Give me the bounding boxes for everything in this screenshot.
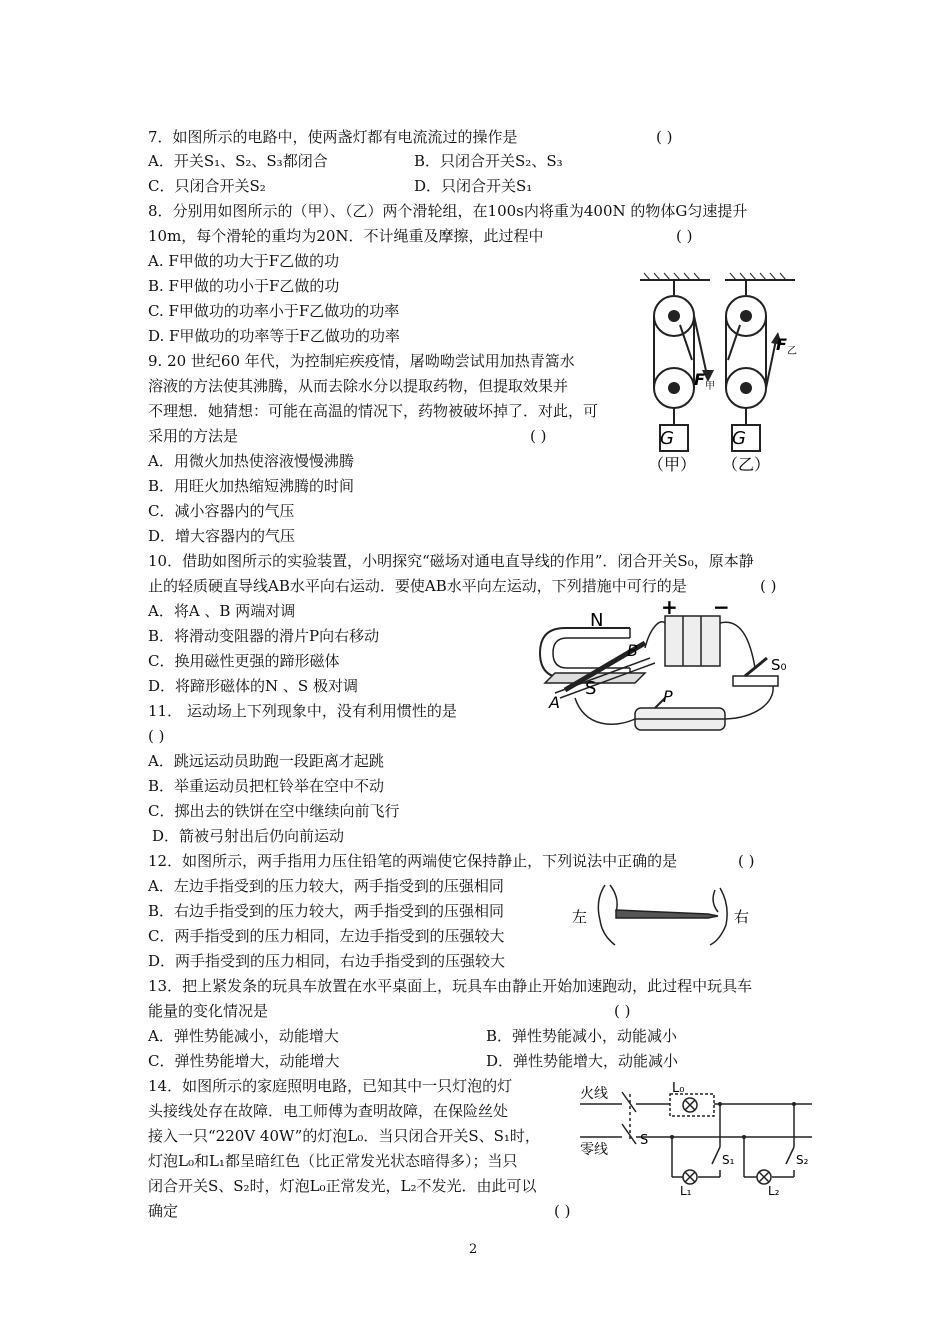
- q8-option-c: C. F甲做功的功率小于F乙做功的功率: [148, 302, 400, 320]
- left-label: 左: [572, 908, 588, 926]
- q13-option-a: A．弹性势能减小，动能增大: [148, 1027, 339, 1045]
- rod-b-label: B: [627, 641, 638, 660]
- q14-stem-line3: 接入一只“220V 40W”的灯泡L₀．当只闭合开关S、S₁时，: [148, 1127, 540, 1145]
- q7-option-c: C．只闭合开关S₂: [148, 177, 266, 195]
- wire-3: [575, 698, 635, 724]
- main-switch-blade-1: [622, 1092, 636, 1112]
- q12-stem: 12．如图所示，两手指用力压住铅笔的两端使它保持静止，下列说法中正确的是: [148, 852, 678, 870]
- q10-option-a: A．将A 、B 两端对调: [148, 602, 296, 620]
- q8-stem-line1: 8．分别用如图所示的（甲）、（乙）两个滑轮组，在100s内将重为400N 的物体G匀速提升: [148, 202, 748, 220]
- q9-stem-line3: 不理想．她猜想：可能在高温的情况下，药物被破坏掉了．对此，可: [148, 402, 599, 420]
- q12-option-b: B．右边手指受到的压力较大，两手指受到的压强相同: [148, 902, 505, 920]
- q9-stem-line1: 9. 20 世纪60 年代，为控制疟疾疫情，屠呦呦尝试用加热青篙水: [148, 352, 575, 370]
- q14-stem-line2: 头接线处存在故障．电工师傅为查明故障，在保险丝处: [148, 1102, 509, 1120]
- q9-stem-line2: 溶液的方法使其沸腾，从而去除水分以提取药物，但提取效果并: [148, 377, 569, 395]
- lamp-l2-label: L₂: [768, 1184, 780, 1197]
- q8-option-a: A. F甲做的功大于F乙做的功: [148, 252, 340, 270]
- q13-option-c: C．弹性势能增大，动能增大: [148, 1052, 340, 1070]
- q14-stem-line4: 灯泡L₀和L₁都呈暗红色（比正常发光状态暗得多）；当只: [148, 1152, 518, 1170]
- main-switch-blade-2: [622, 1124, 636, 1144]
- q8-stem-line2: 10m，每个滑轮的重均为20N．不计绳重及摩擦，此过程中: [148, 227, 544, 245]
- lamp-l0-label: L₀: [672, 1082, 685, 1096]
- force-label-right: F: [776, 335, 787, 354]
- q10-stem-line2: 止的轻质硬直导线AB水平向右运动．要使AB水平向左运动，下列措施中可行的是: [148, 577, 687, 595]
- live-wire-label: 火线: [580, 1086, 608, 1102]
- magnet-n-label: N: [590, 610, 604, 631]
- switch-s2: [786, 1147, 794, 1164]
- switch-s0-label: S₀: [771, 656, 787, 674]
- q7-option-b: B．只闭合开关S₂、S₃: [414, 152, 563, 170]
- q14-stem-line1: 14．如图所示的家庭照明电路，已知其中一只灯泡的灯: [148, 1077, 513, 1095]
- q10-stem-line1: 10．借助如图所示的实验装置，小明探究“磁场对通电直导线的作用”．闭合开关S₀，原本静: [148, 552, 754, 570]
- q10-option-b: B．将滑动变阻器的滑片P向右移动: [148, 627, 380, 645]
- q13-option-d: D．弹性势能增大，动能减小: [486, 1052, 679, 1070]
- q10-option-d: D．将蹄形磁体的N 、S 极对调: [148, 677, 358, 695]
- q7-option-a: A．开关S₁、S₂、S₃都闭合: [148, 152, 328, 170]
- q7-stem: 7．如图所示的电路中，使两盏灯都有电流流过的操作是: [148, 128, 518, 146]
- q7-option-d: D．只闭合开关S₁: [414, 177, 533, 195]
- q12-option-a: A．左边手指受到的压力较大，两手指受到的压强相同: [148, 877, 504, 895]
- magnet-s-label: S: [585, 678, 597, 699]
- q14-answer-paren: ( ): [554, 1202, 571, 1220]
- caption-left: （甲）: [648, 455, 697, 474]
- slider-p-label: P: [663, 687, 673, 706]
- q8-answer-paren: ( ): [676, 227, 693, 245]
- left-finger: [598, 885, 615, 945]
- page-number: 2: [469, 1242, 478, 1257]
- q11-option-a: A．跳远运动员助跑一段距离才起跳: [148, 752, 384, 770]
- q13-stem-line2: 能量的变化情况是: [148, 1002, 269, 1020]
- q13-option-b: B．弹性势能减小，动能减小: [486, 1027, 678, 1045]
- q9-stem-line4: 采用的方法是: [148, 427, 239, 445]
- rod-a-label: A: [549, 693, 560, 712]
- q7-answer-paren: ( ): [656, 128, 673, 146]
- switch-lever: [745, 658, 767, 676]
- lamp-l1-label: L₁: [680, 1184, 692, 1197]
- q11-stem-line1: 11． 运动场上下列现象中，没有利用惯性的是: [148, 702, 457, 720]
- pulley-figure: [630, 270, 810, 475]
- switch-base: [733, 676, 778, 686]
- q10-answer-paren: ( ): [760, 577, 777, 595]
- neutral-wire-label: 零线: [580, 1142, 608, 1158]
- q12-option-d: D．两手指受到的压力相同，右边手指受到的压强较大: [148, 952, 506, 970]
- q12-answer-paren: ( ): [738, 852, 755, 870]
- battery-minus-label: −: [713, 598, 730, 619]
- switch-s2-label: S₂: [796, 1153, 809, 1167]
- weight-label-right: G: [732, 428, 746, 449]
- fuse-box: [670, 1094, 714, 1116]
- right-label: 右: [734, 908, 750, 926]
- q13-stem-line1: 13．把上紧发条的玩具车放置在水平桌面上，玩具车由静止开始加速跑动，此过程中玩具车: [148, 977, 753, 995]
- pencil: [616, 910, 718, 918]
- q9-option-d: D．增大容器内的气压: [148, 527, 296, 545]
- q11-answer-paren: ( ): [148, 727, 165, 745]
- q9-option-c: C．减小容器内的气压: [148, 502, 295, 520]
- q9-option-a: A．用微火加热使溶液慢慢沸腾: [148, 452, 354, 470]
- force-label-left: F: [694, 370, 705, 389]
- horseshoe-inner: [553, 638, 630, 668]
- battery: [665, 616, 720, 666]
- q10-option-c: C．换用磁性更强的蹄形磁体: [148, 652, 340, 670]
- battery-plus-label: +: [661, 598, 678, 619]
- wire-2: [720, 622, 755, 668]
- force-sub-right: 乙: [787, 346, 797, 357]
- q14-stem-line6: 确定: [148, 1202, 179, 1220]
- weight-label-left: G: [660, 428, 674, 449]
- q8-option-d: D. F甲做功的功率等于F乙做功的功率: [148, 327, 400, 345]
- q14-stem-line5: 闭合开关S、S₂时，灯泡L₀正常发光，L₂不发光．由此可以: [148, 1177, 537, 1195]
- caption-right: （乙）: [722, 455, 771, 474]
- q11-option-b: B．举重运动员把杠铃举在空中不动: [148, 777, 385, 795]
- main-switch-label: S: [640, 1133, 649, 1148]
- switch-s1: [712, 1147, 720, 1164]
- q9-option-b: B．用旺火加热缩短沸腾的时间: [148, 477, 355, 495]
- wire-4: [725, 686, 773, 719]
- q13-answer-paren: ( ): [614, 1002, 631, 1020]
- switch-s1-label: S₁: [722, 1153, 735, 1167]
- q8-option-b: B. F甲做的功小于F乙做的功: [148, 277, 340, 295]
- q11-option-d: D．箭被弓射出后仍向前运动: [152, 827, 345, 845]
- wire-1: [645, 622, 665, 648]
- q9-answer-paren: ( ): [530, 427, 547, 445]
- force-sub-left: 甲: [705, 381, 715, 392]
- magnet-apparatus-figure: [535, 598, 795, 748]
- q11-option-c: C．掷出去的铁饼在空中继续向前飞行: [148, 802, 400, 820]
- home-circuit-figure: [572, 1082, 822, 1197]
- pencil-figure: [570, 880, 770, 950]
- q12-option-c: C．两手指受到的压力相同，左边手指受到的压强较大: [148, 927, 505, 945]
